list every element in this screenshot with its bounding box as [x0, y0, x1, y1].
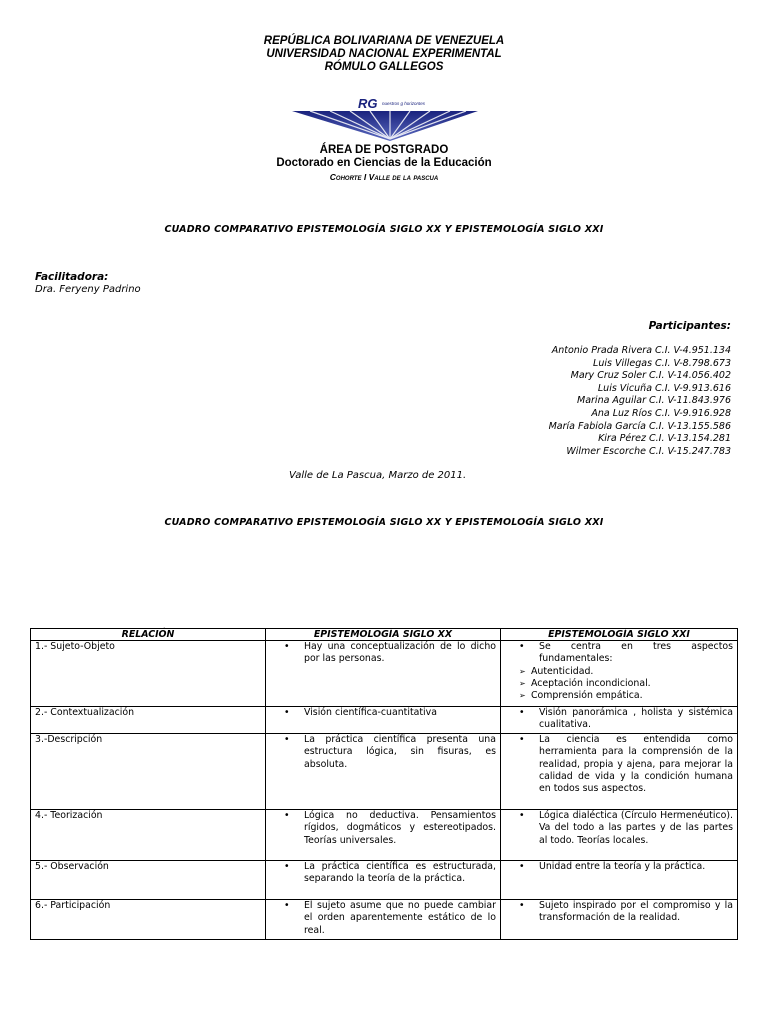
xxi-cell: • La ciencia es entendida como herramienta para la comprensión de la realidad, propia y ajena, para mejorar la calidad de vida y la condición humana en todos sus aspectos. — [501, 734, 738, 810]
participant: María Fabiola García C.I. V-13.155.586 — [548, 420, 731, 432]
relation-cell: 5.- Observación — [31, 861, 266, 900]
table-header-row — [31, 629, 738, 641]
table-row — [31, 810, 738, 861]
xxi-cell: • Unidad entre la teoría y la práctica. — [501, 861, 738, 900]
document-title-repeat: CUADRO COMPARATIVO EPISTEMOLOGÍA SIGLO XX Y EPISTEMOLOGÍA SIGLO XXI — [164, 517, 604, 528]
participant: Mary Cruz Soler C.I. V-14.056.402 — [570, 370, 731, 382]
xx-cell: • La práctica científica presenta una estructura lógica, sin fisuras, es absoluta. — [266, 734, 501, 810]
xxi-cell: • Visión panorámica , holista y sistémica cualitativa. — [501, 707, 738, 734]
participants-list — [549, 345, 731, 458]
bullet-icon: • — [519, 900, 525, 911]
bullet-icon: • — [284, 641, 290, 652]
facilitator-name: Dra. Feryeny Padrino — [35, 284, 141, 295]
place-date: Valle de La Pascua, Marzo de 2011. — [289, 470, 467, 481]
university-logo — [290, 95, 480, 143]
relation-cell: 6.- Participación — [31, 900, 266, 940]
bullet-icon: • — [519, 707, 525, 718]
facilitator-label: Facilitadora: — [35, 271, 109, 283]
cohort-label: Cohorte I Valle de la pascua — [329, 172, 439, 182]
institution-name-line2: UNIVERSIDAD NACIONAL EXPERIMENTAL — [266, 48, 502, 60]
relation-cell: 4.- Teorización — [31, 810, 266, 861]
xx-cell: • Hay una conceptualización de lo dicho por las personas. — [266, 641, 501, 707]
participant: Luis Vicuña C.I. V-9.913.616 — [597, 382, 731, 394]
bullet-icon: • — [284, 900, 290, 911]
bullet-icon: • — [284, 707, 290, 718]
participant: Ana Luz Ríos C.I. V-9.916.928 — [591, 407, 731, 419]
participants-label: Participantes: — [648, 320, 731, 332]
table-row — [31, 707, 738, 734]
area-title: ÁREA DE POSTGRADO — [319, 144, 449, 156]
relation-cell: 1.- Sujeto-Objeto — [31, 641, 266, 707]
column-header-xx: EPISTEMOLOGÍA SIGLO XX — [266, 629, 501, 641]
xxi-cell: • Lógica dialéctica (Círculo Hermenéutico). Va del todo a las partes y de las partes al todo. Teorías locales. — [501, 810, 738, 861]
logo-monogram: RG — [358, 96, 378, 111]
bullet-icon: • — [519, 810, 525, 821]
bullet-icon: • — [519, 861, 525, 872]
arrow-bullet-icon: ➢ — [519, 678, 526, 688]
institution-name-line3: RÓMULO GALLEGOS — [324, 61, 444, 73]
logo-tagline: nuestros g horizontes — [382, 101, 426, 106]
participant: Marina Aguilar C.I. V-11.843.976 — [577, 395, 731, 407]
xxi-cell: • Se centra en tres aspectos fundamentales: ➢ Autenticidad. ➢ Aceptación incondicional. ➢ Comprensión empática. — [501, 641, 738, 707]
arrow-bullet-icon: ➢ — [519, 691, 526, 701]
bullet-icon: • — [519, 641, 525, 652]
comparison-table — [30, 628, 738, 940]
program-title: Doctorado en Ciencias de la Educación — [276, 157, 492, 169]
table-row — [31, 861, 738, 900]
participant: Antonio Prada Rivera C.I. V-4.951.134 — [551, 345, 731, 356]
xx-cell: • El sujeto asume que no puede cambiar el orden aparentemente estático de lo real. — [266, 900, 501, 940]
xx-cell: • Lógica no deductiva. Pensamientos rígidos, dogmáticos y estereotipados. Teorías universales. — [266, 810, 501, 861]
bullet-icon: • — [284, 810, 290, 821]
xx-cell: • Visión científica-cuantitativa — [266, 707, 501, 734]
table-row — [31, 900, 738, 940]
institution-name-line1: REPÚBLICA BOLIVARIANA DE VENEZUELA — [263, 35, 505, 47]
column-header-relation: RELACIÓN — [31, 629, 266, 641]
xxi-cell: • Sujeto inspirado por el compromiso y la transformación de la realidad. — [501, 900, 738, 940]
bullet-icon: • — [284, 734, 290, 745]
participant: Wilmer Escorche C.I. V-15.247.783 — [566, 445, 731, 457]
table-row — [31, 641, 738, 707]
relation-cell: 3.-Descripción — [31, 734, 266, 810]
arrow-bullet-icon: ➢ — [519, 666, 526, 676]
participant: Luis Villegas C.I. V-8.798.673 — [593, 357, 731, 369]
participant: Kira Pérez C.I. V-13.154.281 — [598, 433, 731, 445]
bullet-icon: • — [519, 734, 525, 745]
relation-cell: 2.- Contextualización — [31, 707, 266, 734]
table-row — [31, 734, 738, 810]
document-title: CUADRO COMPARATIVO EPISTEMOLOGÍA SIGLO XX Y EPISTEMOLOGÍA SIGLO XXI — [164, 224, 604, 235]
bullet-icon: • — [284, 861, 290, 872]
xx-cell: • La práctica científica es estructurada, separando la teoría de la práctica. — [266, 861, 501, 900]
column-header-xxi: EPISTEMOLOGÍA SIGLO XXI — [501, 629, 738, 641]
